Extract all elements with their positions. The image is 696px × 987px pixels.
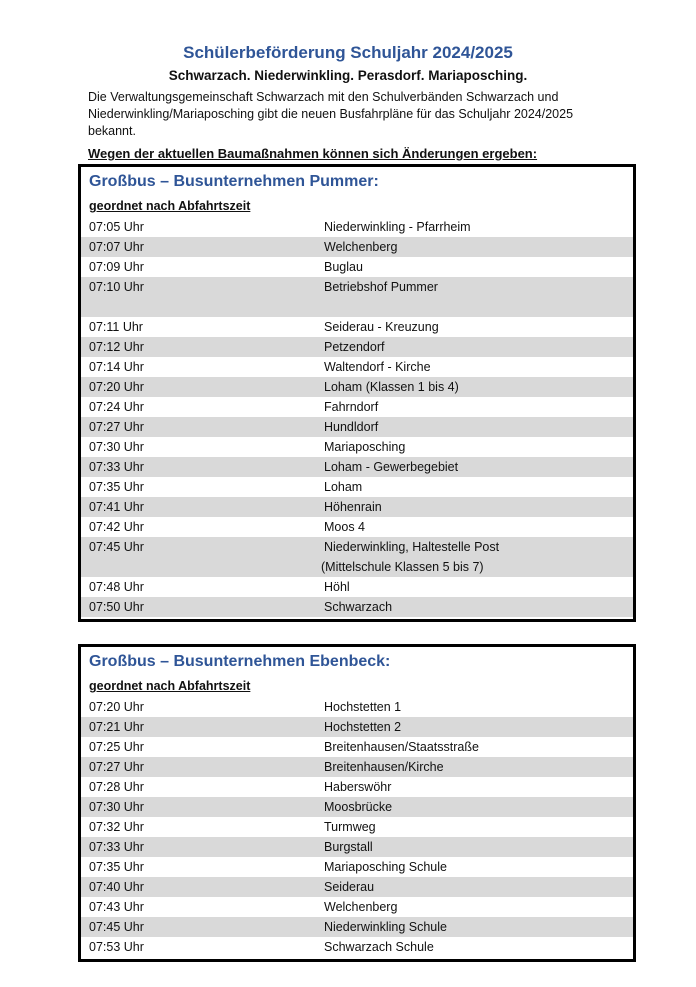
departure-time: 07:41 Uhr	[89, 500, 144, 514]
departure-time: 07:33 Uhr	[89, 460, 144, 474]
departure-time: 07:30 Uhr	[89, 440, 144, 454]
bus-stop	[324, 517, 633, 537]
departure-time: 07:21 Uhr	[89, 720, 144, 734]
bus-stop	[324, 417, 633, 437]
departure-time: 07:11 Uhr	[89, 320, 143, 334]
departure-time: 07:45 Uhr	[89, 540, 144, 554]
bus-stop-name: Breitenhausen/Kirche	[324, 760, 444, 774]
departure-time: 07:30 Uhr	[89, 800, 144, 814]
bus-stop	[324, 797, 633, 817]
bus-stop	[324, 337, 633, 357]
bus-stop	[324, 237, 633, 257]
departure-time: 07:27 Uhr	[89, 420, 144, 434]
schedule-ebenbeck	[78, 644, 636, 962]
table-row	[81, 257, 633, 277]
bus-stop-name: Breitenhausen/Staatsstraße	[324, 740, 479, 754]
bus-stop-name: Burgstall	[324, 840, 373, 854]
table-row	[81, 217, 633, 237]
bus-stop-name: Mariaposching Schule	[324, 860, 447, 874]
bus-stop	[324, 457, 633, 477]
bus-stop-name: Hochstetten 1	[324, 700, 402, 714]
table-row	[81, 737, 633, 757]
table-row	[81, 337, 633, 357]
bus-stop-name: Welchenberg	[324, 900, 398, 914]
bus-stop	[324, 917, 633, 937]
table-row	[81, 797, 633, 817]
bus-stop-name: Buglau	[324, 260, 363, 274]
departure-time: 07:12 Uhr	[89, 340, 144, 354]
bus-stop	[324, 837, 633, 857]
table-row	[81, 357, 633, 377]
table-row	[81, 537, 633, 577]
table-row	[81, 437, 633, 457]
table-row	[81, 757, 633, 777]
bus-stop	[324, 377, 633, 397]
table-row	[81, 317, 633, 337]
departure-time: 07:45 Uhr	[89, 920, 144, 934]
table-row	[81, 777, 633, 797]
bus-stop-note: (Mittelschule Klassen 5 bis 7)	[321, 560, 484, 574]
bus-stop-name: Niederwinkling Schule	[324, 920, 447, 934]
table-row	[81, 517, 633, 537]
bus-stop	[321, 537, 633, 577]
bus-stop-name: Fahrndorf	[324, 400, 379, 414]
departure-time: 07:42 Uhr	[89, 520, 144, 534]
bus-stop-name: Welchenberg	[324, 240, 398, 254]
schedule-rows	[81, 217, 633, 617]
bus-stop-name: Loham - Gewerbegebiet	[324, 460, 459, 474]
page-title: Schülerbeförderung Schuljahr 2024/2025	[183, 43, 513, 62]
schedule-title: Großbus – Busunternehmen Ebenbeck:	[89, 653, 391, 670]
bus-stop	[324, 257, 633, 277]
bus-stop-name: Moosbrücke	[324, 800, 393, 814]
table-row	[81, 597, 633, 617]
schedule-title: Großbus – Busunternehmen Pummer:	[89, 173, 379, 190]
page-subtitle: Schwarzach. Niederwinkling. Perasdorf. Mariaposching.	[168, 68, 528, 83]
bus-stop-name: Waltendorf - Kirche	[324, 360, 431, 374]
bus-stop	[324, 597, 633, 617]
bus-stop	[324, 897, 633, 917]
departure-time: 07:35 Uhr	[89, 480, 144, 494]
bus-stop-name: Loham	[324, 480, 363, 494]
table-row	[81, 417, 633, 437]
bus-stop	[324, 497, 633, 517]
bus-stop-name: Betriebshof Pummer	[324, 280, 438, 294]
bus-stop	[324, 937, 633, 957]
departure-time: 07:24 Uhr	[89, 400, 144, 414]
departure-time: 07:09 Uhr	[89, 260, 144, 274]
table-row	[81, 937, 633, 957]
bus-stop	[324, 357, 633, 377]
bus-stop	[324, 777, 633, 797]
notice-text: Wegen der aktuellen Baumaßnahmen können sich Änderungen ergeben:	[88, 146, 538, 161]
table-row	[81, 397, 633, 417]
schedule-pummer	[78, 164, 636, 622]
departure-time: 07:43 Uhr	[89, 900, 144, 914]
bus-stop	[324, 217, 633, 237]
bus-stop	[324, 697, 633, 717]
bus-stop-name: Niederwinkling, Haltestelle Post	[324, 540, 500, 554]
bus-stop	[324, 277, 633, 317]
departure-time: 07:20 Uhr	[89, 380, 144, 394]
bus-stop	[324, 577, 633, 597]
table-row	[81, 917, 633, 937]
bus-stop	[324, 757, 633, 777]
departure-time: 07:32 Uhr	[89, 820, 144, 834]
table-row	[81, 877, 633, 897]
bus-stop	[324, 857, 633, 877]
departure-time: 07:50 Uhr	[89, 600, 144, 614]
bus-stop-name: Schwarzach	[324, 600, 393, 614]
bus-stop-name: Mariaposching	[324, 440, 406, 454]
departure-time: 07:35 Uhr	[89, 860, 144, 874]
schedule-subtitle: geordnet nach Abfahrtszeit	[89, 199, 251, 213]
table-row	[81, 897, 633, 917]
bus-stop-name: Haberswöhr	[324, 780, 392, 794]
departure-time: 07:14 Uhr	[89, 360, 144, 374]
bus-stop-name: Niederwinkling - Pfarrheim	[324, 220, 471, 234]
table-row	[81, 457, 633, 477]
bus-stop-name: Loham (Klassen 1 bis 4)	[324, 380, 459, 394]
departure-time: 07:33 Uhr	[89, 840, 144, 854]
bus-stop-name: Höhl	[324, 580, 350, 594]
bus-stop	[324, 717, 633, 737]
bus-stop	[324, 877, 633, 897]
bus-stop	[324, 437, 633, 457]
bus-stop-name: Turmweg	[324, 820, 376, 834]
table-row	[81, 477, 633, 497]
bus-stop-name: Schwarzach Schule	[324, 940, 434, 954]
table-row	[81, 577, 633, 597]
departure-time: 07:25 Uhr	[89, 740, 144, 754]
schedule-subtitle: geordnet nach Abfahrtszeit	[89, 679, 251, 693]
departure-time: 07:40 Uhr	[89, 880, 144, 894]
bus-stop-name: Hundldorf	[324, 420, 379, 434]
bus-stop	[324, 817, 633, 837]
bus-stop-name: Moos 4	[324, 520, 365, 534]
table-row	[81, 817, 633, 837]
departure-time: 07:07 Uhr	[89, 240, 144, 254]
intro-text: Die Verwaltungsgemeinschaft Schwarzach mit den Schulverbänden Schwarzach und Niederwinkling/Mariaposching gibt die neuen Busfahrpläne für das Schuljahr 2024/2025 bekannt.	[88, 90, 574, 138]
table-row	[81, 857, 633, 877]
table-row	[81, 237, 633, 257]
departure-time: 07:48 Uhr	[89, 580, 144, 594]
departure-time: 07:28 Uhr	[89, 780, 144, 794]
departure-time: 07:20 Uhr	[89, 700, 144, 714]
table-row	[81, 277, 633, 317]
table-row	[81, 497, 633, 517]
bus-stop	[324, 737, 633, 757]
bus-stop	[324, 397, 633, 417]
schedule-rows	[81, 697, 633, 957]
bus-stop	[324, 477, 633, 497]
table-row	[81, 697, 633, 717]
bus-stop-name: Seiderau	[324, 880, 375, 894]
table-row	[81, 717, 633, 737]
table-row	[81, 377, 633, 397]
departure-time: 07:05 Uhr	[89, 220, 144, 234]
bus-stop-name: Höhenrain	[324, 500, 382, 514]
bus-stop-name: Seiderau - Kreuzung	[324, 320, 439, 334]
bus-stop-name: Hochstetten 2	[324, 720, 402, 734]
table-row	[81, 837, 633, 857]
departure-time: 07:27 Uhr	[89, 760, 144, 774]
bus-stop-name: Petzendorf	[324, 340, 385, 354]
bus-stop	[324, 317, 633, 337]
departure-time: 07:53 Uhr	[89, 940, 144, 954]
departure-time: 07:10 Uhr	[89, 280, 144, 294]
